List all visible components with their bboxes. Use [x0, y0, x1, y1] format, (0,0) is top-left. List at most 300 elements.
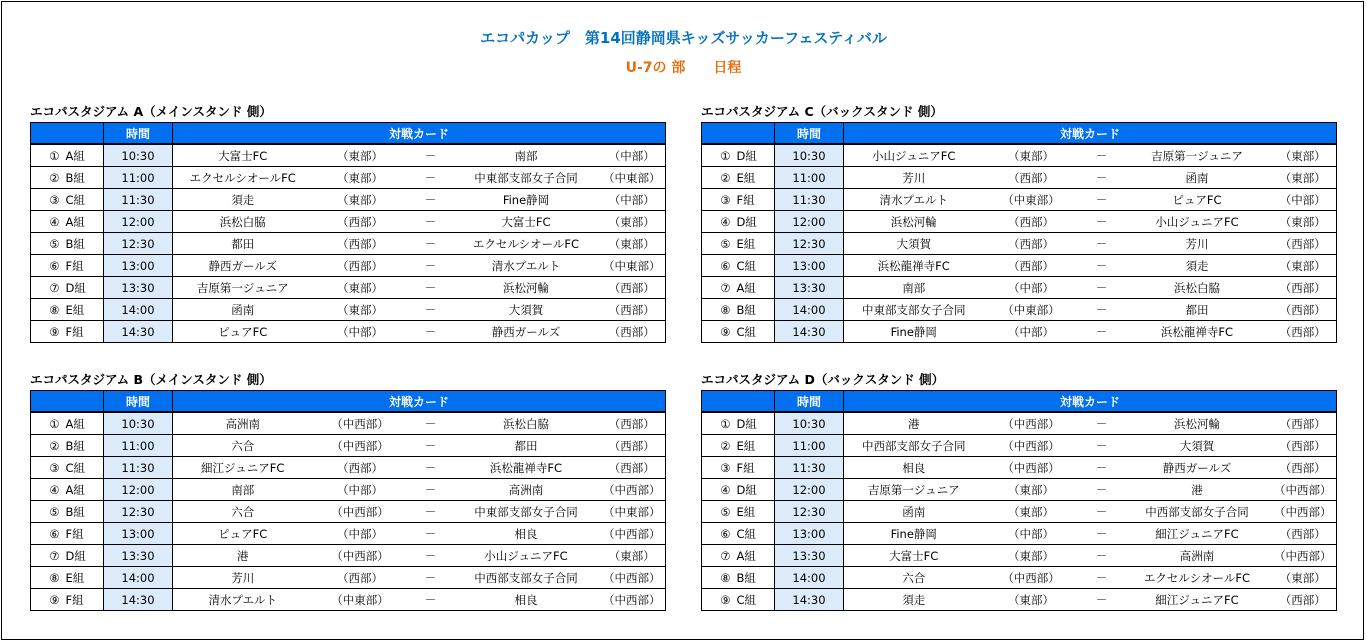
home-team: 函南	[173, 299, 313, 321]
kickoff-time: 13:00	[775, 523, 844, 545]
group-label: A組	[64, 144, 104, 167]
header-matchup: 対戦カード	[173, 391, 666, 413]
group-label: A組	[64, 412, 104, 435]
table-row	[702, 523, 1337, 545]
away-team: 大須賀	[1125, 435, 1270, 457]
versus-mark: －	[408, 144, 454, 167]
match-number: ⑥	[31, 523, 64, 545]
away-team: 細江ジュニアFC	[1125, 523, 1270, 545]
home-area: （中部）	[313, 479, 408, 501]
match-number: ⑧	[702, 299, 735, 321]
group-label: F組	[64, 589, 104, 611]
group-label: D組	[735, 479, 775, 501]
group-label: B組	[64, 233, 104, 255]
away-area: （西部）	[1270, 457, 1337, 479]
home-team: ピュアFC	[173, 523, 313, 545]
table-row	[31, 189, 666, 211]
home-area: （東部）	[313, 144, 408, 167]
home-team: エクセルシオールFC	[173, 167, 313, 189]
match-number: ⑦	[702, 545, 735, 567]
stadium-d-section	[701, 371, 1337, 611]
away-area: （東部）	[1270, 144, 1337, 167]
kickoff-time: 11:00	[775, 167, 844, 189]
match-number: ⑤	[702, 501, 735, 523]
match-number: ①	[31, 412, 64, 435]
table-row	[702, 189, 1337, 211]
away-team: 相良	[454, 523, 599, 545]
home-area: （東部）	[313, 167, 408, 189]
group-label: C組	[735, 589, 775, 611]
header-blank	[702, 391, 775, 413]
away-team: 静西ガールズ	[454, 321, 599, 343]
group-label: E組	[735, 435, 775, 457]
match-number: ⑨	[31, 589, 64, 611]
kickoff-time: 11:30	[104, 457, 173, 479]
away-area: （中西部）	[1270, 479, 1337, 501]
table-row	[702, 545, 1337, 567]
away-area: （東部）	[1270, 255, 1337, 277]
away-team: エクセルシオールFC	[454, 233, 599, 255]
home-team: 港	[173, 545, 313, 567]
group-label: F組	[735, 457, 775, 479]
table-row	[31, 299, 666, 321]
home-team: 須走	[844, 589, 984, 611]
match-number: ⑨	[702, 589, 735, 611]
match-number: ⑧	[31, 299, 64, 321]
away-area: （東部）	[1270, 567, 1337, 589]
table-row	[31, 523, 666, 545]
away-team: ピュアFC	[1125, 189, 1270, 211]
kickoff-time: 14:30	[775, 321, 844, 343]
group-label: B組	[735, 567, 775, 589]
home-area: （東部）	[984, 545, 1079, 567]
away-team: 浜松河輪	[454, 277, 599, 299]
group-label: C組	[735, 255, 775, 277]
group-label: D組	[735, 211, 775, 233]
home-area: （東部）	[984, 501, 1079, 523]
versus-mark: －	[1079, 299, 1125, 321]
group-label: B組	[64, 435, 104, 457]
table-row	[31, 412, 666, 435]
schedule-table	[701, 122, 1337, 343]
table-row	[31, 233, 666, 255]
home-team: 相良	[844, 457, 984, 479]
away-area: （西部）	[1270, 277, 1337, 299]
group-label: F組	[64, 523, 104, 545]
home-team: 清水プエルト	[173, 589, 313, 611]
away-area: （中部）	[599, 189, 666, 211]
kickoff-time: 14:00	[104, 567, 173, 589]
group-label: D組	[64, 545, 104, 567]
match-number: ⑥	[702, 523, 735, 545]
home-area: （中西部）	[313, 545, 408, 567]
table-row	[702, 277, 1337, 299]
kickoff-time: 14:30	[775, 589, 844, 611]
versus-mark: －	[1079, 523, 1125, 545]
home-area: （中東部）	[313, 589, 408, 611]
table-row	[702, 299, 1337, 321]
home-area: （西部）	[313, 233, 408, 255]
versus-mark: －	[408, 189, 454, 211]
away-area: （東部）	[599, 211, 666, 233]
home-area: （西部）	[313, 567, 408, 589]
kickoff-time: 12:30	[104, 233, 173, 255]
away-area: （中西部）	[599, 523, 666, 545]
table-row	[702, 233, 1337, 255]
away-area: （中東部）	[599, 167, 666, 189]
home-area: （西部）	[984, 167, 1079, 189]
away-area: （中東部）	[599, 255, 666, 277]
home-area: （中西部）	[313, 501, 408, 523]
away-area: （西部）	[599, 277, 666, 299]
match-number: ③	[31, 457, 64, 479]
match-number: ⑧	[31, 567, 64, 589]
home-team: 中東部支部女子合同	[844, 299, 984, 321]
home-area: （中部）	[313, 523, 408, 545]
match-number: ②	[31, 167, 64, 189]
group-label: C組	[64, 189, 104, 211]
table-row	[702, 479, 1337, 501]
match-number: ②	[31, 435, 64, 457]
home-area: （東部）	[313, 299, 408, 321]
match-number: ⑤	[31, 501, 64, 523]
home-team: 大富士FC	[844, 545, 984, 567]
table-row	[702, 255, 1337, 277]
versus-mark: －	[408, 412, 454, 435]
match-number: ⑤	[702, 233, 735, 255]
versus-mark: －	[408, 479, 454, 501]
versus-mark: －	[1079, 479, 1125, 501]
home-area: （中西部）	[313, 435, 408, 457]
kickoff-time: 13:30	[775, 277, 844, 299]
versus-mark: －	[408, 233, 454, 255]
schedule-label: 日程	[713, 60, 742, 76]
match-number: ④	[31, 211, 64, 233]
match-number: ⑧	[702, 567, 735, 589]
kickoff-time: 11:30	[104, 189, 173, 211]
away-team: 清水プエルト	[454, 255, 599, 277]
stadium-a-section	[30, 103, 666, 343]
match-number: ③	[31, 189, 64, 211]
versus-mark: －	[408, 457, 454, 479]
table-row	[702, 144, 1337, 167]
away-team: 中西部支部女子合同	[1125, 501, 1270, 523]
stadium-name: エコパスタジアム A（メインスタンド 側）	[30, 104, 272, 119]
header-time: 時間	[775, 123, 844, 145]
home-area: （中部）	[984, 523, 1079, 545]
home-team: 都田	[173, 233, 313, 255]
table-header-row	[31, 123, 666, 145]
home-team: 静西ガールズ	[173, 255, 313, 277]
table-header-row	[702, 123, 1337, 145]
match-number: ②	[702, 435, 735, 457]
match-number: ①	[702, 412, 735, 435]
versus-mark: －	[408, 277, 454, 299]
kickoff-time: 14:00	[775, 567, 844, 589]
header-time: 時間	[775, 391, 844, 413]
table-row	[31, 255, 666, 277]
away-area: （中部）	[599, 144, 666, 167]
home-area: （中西部）	[984, 412, 1079, 435]
away-area: （中西部）	[599, 589, 666, 611]
kickoff-time: 10:30	[104, 144, 173, 167]
away-team: 都田	[454, 435, 599, 457]
group-label: E組	[64, 567, 104, 589]
home-team: 浜松白脇	[173, 211, 313, 233]
header-matchup: 対戦カード	[173, 123, 666, 145]
header-blank	[31, 391, 104, 413]
home-area: （中東部）	[984, 299, 1079, 321]
kickoff-time: 13:00	[775, 255, 844, 277]
kickoff-time: 11:30	[775, 189, 844, 211]
schedule-table	[30, 390, 666, 611]
versus-mark: －	[408, 211, 454, 233]
away-team: 高洲南	[454, 479, 599, 501]
group-label: F組	[64, 255, 104, 277]
home-team: 小山ジュニアFC	[844, 144, 984, 167]
match-number: ⑦	[31, 545, 64, 567]
versus-mark: －	[1079, 412, 1125, 435]
home-team: ピュアFC	[173, 321, 313, 343]
table-row	[31, 167, 666, 189]
home-area: （中西部）	[313, 412, 408, 435]
away-team: 芳川	[1125, 233, 1270, 255]
home-team: 浜松河輪	[844, 211, 984, 233]
versus-mark: －	[408, 567, 454, 589]
away-area: （西部）	[1270, 299, 1337, 321]
home-team: 南部	[844, 277, 984, 299]
versus-mark: －	[1079, 233, 1125, 255]
stadium-name: エコパスタジアム D（バックスタンド 側）	[701, 372, 945, 387]
away-area: （中部）	[1270, 189, 1337, 211]
away-area: （西部）	[1270, 523, 1337, 545]
match-number: ④	[702, 479, 735, 501]
versus-mark: －	[1079, 545, 1125, 567]
group-label: A組	[735, 545, 775, 567]
home-area: （西部）	[984, 233, 1079, 255]
away-area: （西部）	[1270, 412, 1337, 435]
away-team: 中東部支部女子合同	[454, 501, 599, 523]
header-blank	[31, 123, 104, 145]
home-area: （中西部）	[984, 457, 1079, 479]
home-area: （西部）	[313, 255, 408, 277]
versus-mark: －	[1079, 255, 1125, 277]
versus-mark: －	[408, 523, 454, 545]
home-area: （東部）	[984, 589, 1079, 611]
table-row	[702, 567, 1337, 589]
versus-mark: －	[408, 255, 454, 277]
home-team: Fine静岡	[844, 321, 984, 343]
stadium-b-section	[30, 371, 666, 611]
away-team: 函南	[1125, 167, 1270, 189]
stadium-name: エコパスタジアム B（メインスタンド 側）	[30, 372, 272, 387]
match-number: ⑦	[31, 277, 64, 299]
group-label: A組	[64, 479, 104, 501]
group-label: B組	[64, 167, 104, 189]
home-area: （中西部）	[984, 567, 1079, 589]
home-team: 函南	[844, 501, 984, 523]
home-area: （中西部）	[984, 435, 1079, 457]
away-team: 吉原第一ジュニア	[1125, 144, 1270, 167]
away-area: （西部）	[599, 435, 666, 457]
versus-mark: －	[1079, 457, 1125, 479]
table-row	[702, 211, 1337, 233]
home-area: （西部）	[313, 211, 408, 233]
home-team: 大須賀	[844, 233, 984, 255]
table-row	[702, 457, 1337, 479]
away-team: 大須賀	[454, 299, 599, 321]
kickoff-time: 12:30	[775, 233, 844, 255]
home-team: 六合	[844, 567, 984, 589]
versus-mark: －	[1079, 167, 1125, 189]
group-label: B組	[64, 501, 104, 523]
header-time: 時間	[104, 123, 173, 145]
kickoff-time: 14:30	[104, 589, 173, 611]
match-number: ④	[702, 211, 735, 233]
home-area: （東部）	[984, 479, 1079, 501]
page-subtitle	[0, 57, 1367, 77]
home-team: 須走	[173, 189, 313, 211]
home-team: Fine静岡	[844, 523, 984, 545]
kickoff-time: 10:30	[775, 144, 844, 167]
versus-mark: －	[1079, 567, 1125, 589]
match-number: ⑦	[702, 277, 735, 299]
group-label: D組	[64, 277, 104, 299]
away-area: （東部）	[1270, 167, 1337, 189]
home-team: 芳川	[844, 167, 984, 189]
away-team: 浜松白脇	[454, 412, 599, 435]
home-area: （西部）	[313, 457, 408, 479]
home-team: 高洲南	[173, 412, 313, 435]
away-team: 南部	[454, 144, 599, 167]
group-label: C組	[64, 457, 104, 479]
match-number: ③	[702, 457, 735, 479]
away-team: 須走	[1125, 255, 1270, 277]
kickoff-time: 13:30	[775, 545, 844, 567]
versus-mark: －	[1079, 501, 1125, 523]
away-team: 小山ジュニアFC	[1125, 211, 1270, 233]
away-area: （東部）	[599, 233, 666, 255]
table-row	[31, 435, 666, 457]
group-label: E組	[64, 299, 104, 321]
home-team: 南部	[173, 479, 313, 501]
away-area: （西部）	[599, 321, 666, 343]
table-header-row	[31, 391, 666, 413]
versus-mark: －	[408, 589, 454, 611]
versus-mark: －	[1079, 321, 1125, 343]
kickoff-time: 13:00	[104, 523, 173, 545]
kickoff-time: 11:00	[775, 435, 844, 457]
page-title: エコパカップ 第14回静岡県キッズサッカーフェスティバル	[480, 29, 887, 47]
group-label: D組	[735, 144, 775, 167]
home-area: （中東部）	[984, 189, 1079, 211]
group-label: C組	[735, 321, 775, 343]
away-team: 小山ジュニアFC	[454, 545, 599, 567]
away-area: （中西部）	[1270, 545, 1337, 567]
away-area: （西部）	[599, 457, 666, 479]
match-number: ②	[702, 167, 735, 189]
versus-mark: －	[408, 167, 454, 189]
kickoff-time: 11:00	[104, 435, 173, 457]
match-number: ⑥	[702, 255, 735, 277]
table-row	[31, 567, 666, 589]
away-area: （東部）	[599, 545, 666, 567]
away-team: 静西ガールズ	[1125, 457, 1270, 479]
header-blank	[702, 123, 775, 145]
match-number: ⑥	[31, 255, 64, 277]
kickoff-time: 13:30	[104, 277, 173, 299]
group-label: E組	[735, 233, 775, 255]
versus-mark: －	[1079, 144, 1125, 167]
group-label: B組	[735, 299, 775, 321]
versus-mark: －	[1079, 189, 1125, 211]
table-row	[31, 589, 666, 611]
match-number: ①	[31, 144, 64, 167]
kickoff-time: 10:30	[775, 412, 844, 435]
table-row	[702, 167, 1337, 189]
away-team: 大富士FC	[454, 211, 599, 233]
table-header-row	[702, 391, 1337, 413]
home-team: 港	[844, 412, 984, 435]
kickoff-time: 11:30	[775, 457, 844, 479]
versus-mark: －	[408, 545, 454, 567]
group-label: D組	[735, 412, 775, 435]
group-label: C組	[735, 523, 775, 545]
away-team: 都田	[1125, 299, 1270, 321]
away-team: 浜松龍禅寺FC	[454, 457, 599, 479]
group-label: A組	[735, 277, 775, 299]
home-area: （中部）	[984, 277, 1079, 299]
versus-mark: －	[408, 321, 454, 343]
kickoff-time: 12:30	[104, 501, 173, 523]
away-area: （西部）	[1270, 589, 1337, 611]
home-area: （西部）	[984, 211, 1079, 233]
away-team: 相良	[454, 589, 599, 611]
versus-mark: －	[408, 501, 454, 523]
home-team: 六合	[173, 435, 313, 457]
versus-mark: －	[1079, 435, 1125, 457]
match-number: ⑤	[31, 233, 64, 255]
away-area: （西部）	[599, 412, 666, 435]
table-row	[702, 435, 1337, 457]
home-team: 浜松龍禅寺FC	[844, 255, 984, 277]
versus-mark: －	[408, 435, 454, 457]
away-team: エクセルシオールFC	[1125, 567, 1270, 589]
kickoff-time: 12:00	[104, 211, 173, 233]
away-team: 高洲南	[1125, 545, 1270, 567]
match-number: ④	[31, 479, 64, 501]
kickoff-time: 12:00	[775, 479, 844, 501]
away-team: 浜松白脇	[1125, 277, 1270, 299]
home-area: （東部）	[984, 144, 1079, 167]
kickoff-time: 11:00	[104, 167, 173, 189]
home-area: （西部）	[984, 255, 1079, 277]
match-number: ⑨	[31, 321, 64, 343]
away-team: 浜松河輪	[1125, 412, 1270, 435]
home-team: 芳川	[173, 567, 313, 589]
home-team: 細江ジュニアFC	[173, 457, 313, 479]
table-row	[31, 501, 666, 523]
kickoff-time: 13:00	[104, 255, 173, 277]
away-area: （中西部）	[1270, 501, 1337, 523]
table-row	[31, 457, 666, 479]
home-area: （中部）	[984, 321, 1079, 343]
away-team: Fine静岡	[454, 189, 599, 211]
away-area: （中西部）	[599, 567, 666, 589]
home-team: 大富士FC	[173, 144, 313, 167]
away-area: （中西部）	[599, 479, 666, 501]
table-row	[702, 501, 1337, 523]
